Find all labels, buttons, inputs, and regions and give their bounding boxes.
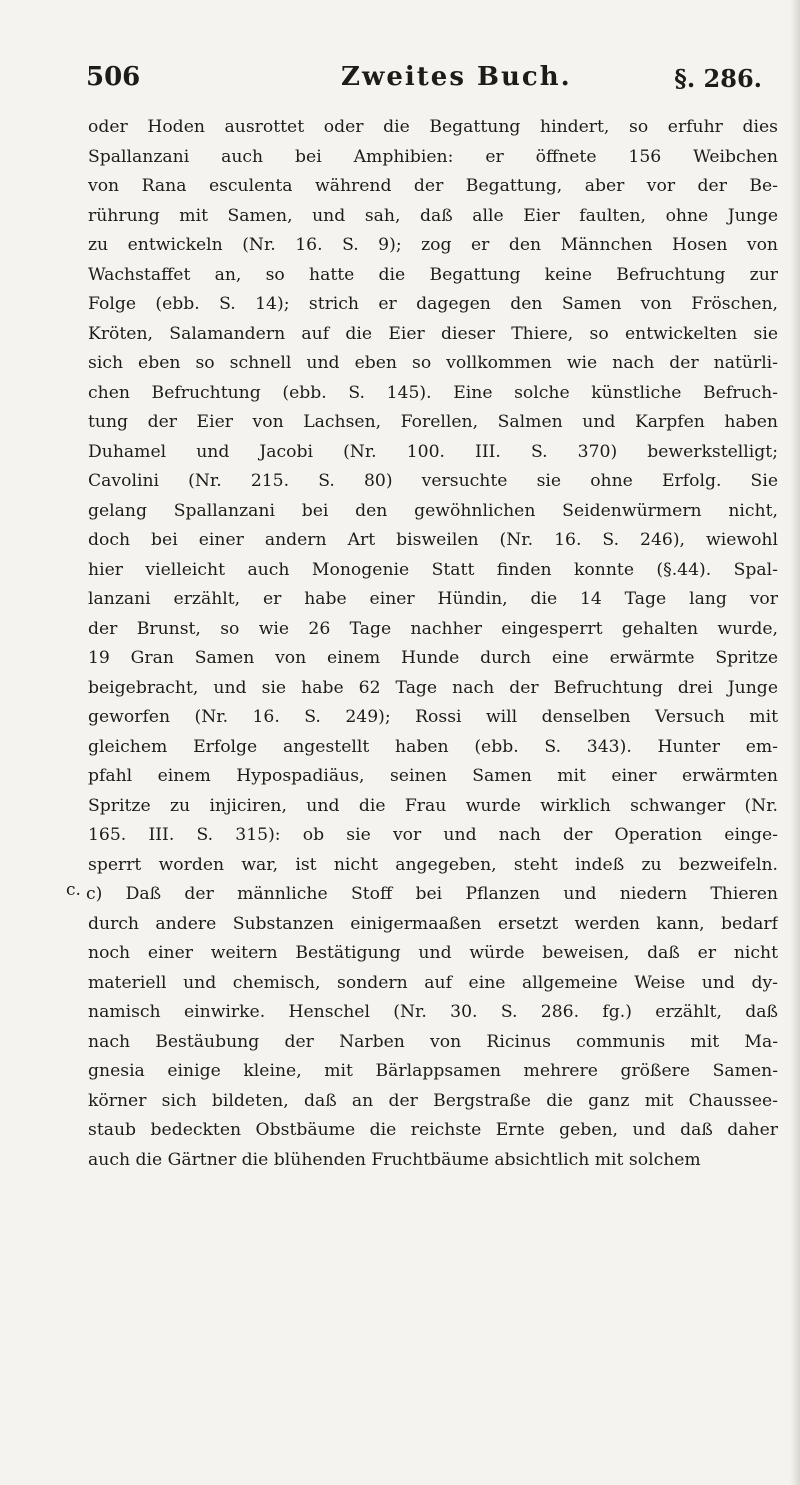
page-number: 506 xyxy=(86,62,141,92)
text-line: Cavolini (Nr. 215. S. 80) versuchte sie ohne Erfolg. Sie xyxy=(88,471,778,491)
body-text xyxy=(88,113,778,1175)
text-line: Duhamel und Jacobi (Nr. 100. III. S. 370) bewerkstelligt; xyxy=(88,441,778,462)
page-edge-shadow xyxy=(790,0,800,1485)
text-line: 165. III. S. 315): ob sie vor und nach der Operation einge- xyxy=(88,825,778,845)
text-line: der Brunst, so wie 26 Tage nachher eingesperrt gehalten wurde, xyxy=(88,618,778,639)
text-line: doch bei einer andern Art bisweilen (Nr. 16. S. 246), wiewohl xyxy=(88,530,778,550)
text-line: staub bedeckten Obstbäume die reichste Ernte geben, und daß daher xyxy=(88,1120,778,1140)
text-line: Spritze zu injiciren, und die Frau wurde wirklich schwanger (Nr. xyxy=(88,795,778,816)
text-line: sperrt worden war, ist nicht angegeben, steht indeß zu bezweifeln. xyxy=(88,854,778,875)
text-line: gelang Spallanzani bei den gewöhnlichen Seidenwürmern nicht, xyxy=(88,500,778,521)
text-line: chen Befruchtung (ebb. S. 145). Eine solche künstliche Befruch- xyxy=(88,382,778,403)
text-line: tung der Eier von Lachsen, Forellen, Salmen und Karpfen haben xyxy=(88,412,778,432)
text-line: Kröten, Salamandern auf die Eier dieser Thiere, so entwickelten sie xyxy=(88,323,778,344)
text-line: körner sich bildeten, daß an der Bergstraße die ganz mit Chaussee- xyxy=(88,1090,778,1111)
text-line: gnesia einige kleine, mit Bärlappsamen mehrere größere Samen- xyxy=(88,1061,778,1081)
margin-note: c. xyxy=(66,880,81,900)
text-line: zu entwickeln (Nr. 16. S. 9); zog er den Männchen Hosen von xyxy=(88,235,778,255)
section-number: §. 286. xyxy=(674,64,762,93)
text-line: rührung mit Samen, und sah, daß alle Eier faulten, ohne Junge xyxy=(88,205,778,226)
text-line: beigebracht, und sie habe 62 Tage nach der Befruchtung drei Junge xyxy=(88,677,778,698)
text-line: nach Bestäubung der Narben von Ricinus communis mit Ma- xyxy=(88,1031,778,1052)
text-line: pfahl einem Hypospadiäus, seinen Samen mit einer erwärmten xyxy=(88,766,778,786)
text-line: Folge (ebb. S. 14); strich er dagegen den Samen von Fröschen, xyxy=(88,294,778,314)
running-title: Zweites Buch. xyxy=(341,62,572,92)
text-line: von Rana esculenta während der Begattung, aber vor der Be- xyxy=(88,176,778,196)
text-line: materiell und chemisch, sondern auf eine allgemeine Weise und dy- xyxy=(88,972,778,993)
text-line: namisch einwirke. Henschel (Nr. 30. S. 286. fg.) erzählt, daß xyxy=(88,1002,778,1022)
text-line: sich eben so schnell und eben so vollkommen wie nach der natürli- xyxy=(88,353,778,373)
text-line: durch andere Substanzen einigermaaßen ersetzt werden kann, bedarf xyxy=(88,913,778,934)
text-line: c) Daß der männliche Stoff bei Pflanzen und niedern Thieren xyxy=(86,884,778,904)
text-line: Spallanzani auch bei Amphibien: er öffnete 156 Weibchen xyxy=(88,146,778,167)
text-line: 19 Gran Samen von einem Hunde durch eine erwärmte Spritze xyxy=(88,648,778,668)
page-header xyxy=(86,62,766,98)
text-line: gleichem Erfolge angestellt haben (ebb. S. 343). Hunter em- xyxy=(88,736,778,757)
text-line: Wachstaffet an, so hatte die Begattung keine Befruchtung zur xyxy=(88,264,778,285)
text-line: geworfen (Nr. 16. S. 249); Rossi will denselben Versuch mit xyxy=(88,707,778,727)
text-line: lanzani erzählt, er habe einer Hündin, die 14 Tage lang vor xyxy=(88,589,778,609)
text-line: noch einer weitern Bestätigung und würde beweisen, daß er nicht xyxy=(88,943,778,963)
text-line: oder Hoden ausrottet oder die Begattung hindert, so erfuhr dies xyxy=(88,117,778,137)
text-line: auch die Gärtner die blühenden Fruchtbäume absichtlich mit solchem xyxy=(88,1149,701,1170)
text-line: hier vielleicht auch Monogenie Statt finden konnte (§.44). Spal- xyxy=(88,559,778,580)
